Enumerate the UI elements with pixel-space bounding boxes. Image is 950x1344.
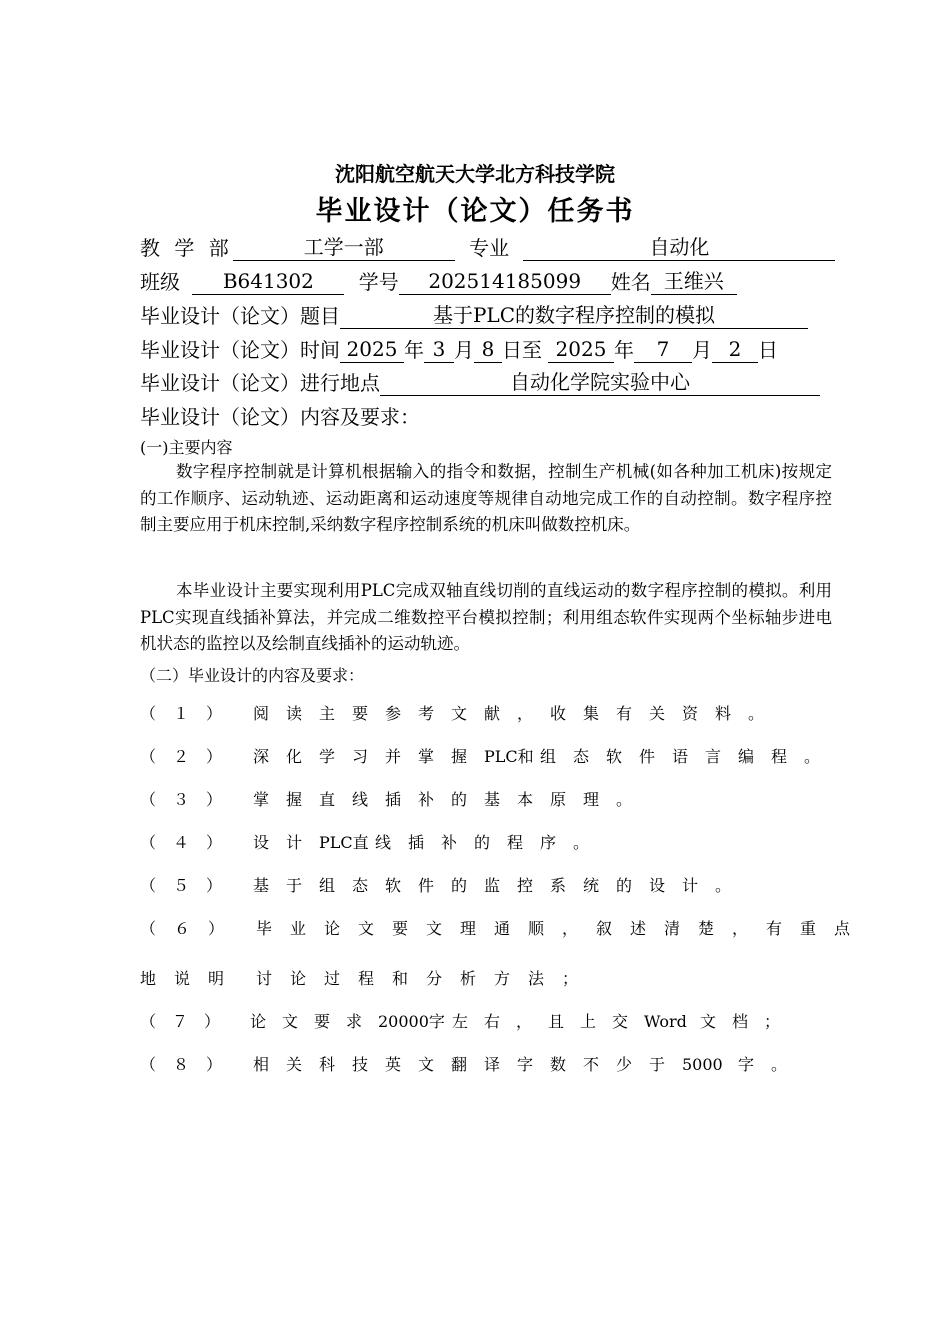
start-year: 2025 xyxy=(340,336,404,363)
requirement-token: 本 xyxy=(517,790,534,809)
requirement-token: 叙 xyxy=(596,919,613,938)
requirement-token: 考 xyxy=(418,704,435,723)
requirement-token: 左 xyxy=(452,1012,469,1031)
requirement-token: 系 xyxy=(550,876,567,895)
requirement-token: 5000 xyxy=(682,1055,723,1074)
requirement-token: ７ xyxy=(172,1012,189,1031)
requirement-token: （ xyxy=(140,790,157,809)
requirement-token: 文 xyxy=(426,919,443,938)
requirement-token: 计 xyxy=(682,876,699,895)
requirement-token: 态 xyxy=(573,747,590,766)
requirement-item xyxy=(140,968,596,990)
requirement-token: 于 xyxy=(286,876,303,895)
requirement-token: 论 xyxy=(290,969,307,988)
end-day-char: 日 xyxy=(758,338,778,362)
section1-paragraph-2: 本毕业设计主要实现利用PLC完成双轴直线切削的直线运动的数字程序控制的模拟。利用PLC实现直线插补算法，并完成二维数控平台模拟控制；利用组态软件实现两个坐标轴步进电机状态的监控以及绘制直线插补的运动轨迹。 xyxy=(140,581,832,653)
requirement-token: 。 xyxy=(748,704,765,723)
requirement-token: （ xyxy=(140,876,157,895)
requirement-token: ） xyxy=(206,833,223,852)
requirement-token: 件 xyxy=(639,747,656,766)
requirement-token: 方 xyxy=(494,969,511,988)
requirement-token: （ xyxy=(140,747,157,766)
requirement-token: ６ xyxy=(174,919,191,938)
requirement-token: 的 xyxy=(474,833,491,852)
requirement-item xyxy=(140,1011,796,1033)
requirement-token: 并 xyxy=(385,747,402,766)
requirement-token: 线 xyxy=(375,833,392,852)
place-label: 毕业设计（论文）进行地点 xyxy=(140,371,380,395)
requirement-token: ， xyxy=(562,919,579,938)
requirement-token: 地 xyxy=(140,969,157,988)
requirement-item xyxy=(140,918,868,940)
requirement-token: 过 xyxy=(324,969,341,988)
requirement-token: 关 xyxy=(286,1055,303,1074)
requirement-token: 理 xyxy=(583,790,600,809)
requirement-token: 掌 xyxy=(253,790,270,809)
requirement-token: ８ xyxy=(173,1055,190,1074)
requirement-token: 右 xyxy=(484,1012,501,1031)
document-title: 毕业设计（论文）任务书 xyxy=(315,196,635,227)
requirement-token: 习 xyxy=(352,747,369,766)
requirement-token: 插 xyxy=(385,790,402,809)
requirement-token: 交 xyxy=(612,1012,629,1031)
requirement-token: 统 xyxy=(583,876,600,895)
name-label: 姓名 xyxy=(610,270,651,294)
requirement-token: 程 xyxy=(771,747,788,766)
requirement-token: 基 xyxy=(484,790,501,809)
requirement-token: 掌 xyxy=(418,747,435,766)
requirement-token: 献 xyxy=(484,704,501,723)
requirement-token: 业 xyxy=(290,919,307,938)
requirement-token: 求 xyxy=(346,1012,363,1031)
requirement-token: 分 xyxy=(426,969,443,988)
requirement-token: ４ xyxy=(173,833,190,852)
requirement-token: 态 xyxy=(352,876,369,895)
class-id-name-row xyxy=(140,268,737,296)
requirement-token: （ xyxy=(140,919,157,938)
requirement-token: ２ xyxy=(173,747,190,766)
topic-label: 毕业设计（论文）题目 xyxy=(140,304,340,328)
requirement-token: 。 xyxy=(573,833,590,852)
time-label: 毕业设计（论文）时间 xyxy=(140,338,340,362)
requirement-token: 软 xyxy=(385,876,402,895)
requirement-token: 基 xyxy=(253,876,270,895)
requirement-token: 。 xyxy=(616,790,633,809)
requirement-token: 程 xyxy=(358,969,375,988)
requirement-token: 握 xyxy=(451,747,468,766)
requirement-token: 科 xyxy=(319,1055,336,1074)
requirement-token: 读 xyxy=(286,704,303,723)
requirement-item xyxy=(140,875,748,897)
requirement-token: 线 xyxy=(352,790,369,809)
requirement-token: ； xyxy=(562,969,579,988)
class-label: 班级 xyxy=(140,270,180,294)
requirement-token: 序 xyxy=(540,833,557,852)
requirement-token: 清 xyxy=(664,919,681,938)
requirement-token: 数 xyxy=(550,1055,567,1074)
requirement-token: 。 xyxy=(771,1055,788,1074)
requirement-token: 补 xyxy=(441,833,458,852)
section1-paragraph-1: 数字程序控制就是计算机根据输入的指令和数据，控制生产机械(如各种加工机床)按规定的工作顺序、运动轨迹、运动距离和运动速度等规律自动地完成工作的自动控制。数字程序控制主要应用于机床控制,采纳数字程序控制系统的机床叫做数控机床。 xyxy=(140,462,832,534)
requirement-token: 析 xyxy=(460,969,477,988)
start-year-char: 年 xyxy=(404,338,424,362)
requirement-token: １ xyxy=(173,704,190,723)
requirement-token: PLC直 xyxy=(319,833,369,852)
requirement-token: 翻 xyxy=(451,1055,468,1074)
requirement-token: 英 xyxy=(385,1055,402,1074)
requirement-token: 译 xyxy=(484,1055,501,1074)
major-value: 自动化 xyxy=(523,234,835,261)
section1-heading: (一)主要内容 xyxy=(140,438,233,457)
requirement-token: 文 xyxy=(700,1012,717,1031)
content-label: 毕业设计（论文）内容及要求： xyxy=(140,405,420,429)
requirement-token: 控 xyxy=(517,876,534,895)
requirement-token: 档 xyxy=(732,1012,749,1031)
requirement-token: 程 xyxy=(507,833,524,852)
requirement-token: ） xyxy=(206,1055,223,1074)
requirement-token: 字 xyxy=(738,1055,755,1074)
requirement-token: 说 xyxy=(174,969,191,988)
requirement-token: 明 xyxy=(208,969,225,988)
requirement-token: ） xyxy=(206,704,223,723)
dept-major-row xyxy=(140,234,835,262)
requirement-token: 学 xyxy=(319,747,336,766)
requirement-token: 通 xyxy=(494,919,511,938)
requirement-token: 插 xyxy=(408,833,425,852)
requirement-token: ） xyxy=(204,1012,221,1031)
requirement-token: 少 xyxy=(616,1055,633,1074)
requirement-token: 参 xyxy=(385,704,402,723)
student-no-label: 学号 xyxy=(358,270,399,294)
requirement-token: 上 xyxy=(580,1012,597,1031)
requirement-token: 且 xyxy=(548,1012,565,1031)
requirement-token: 组 xyxy=(540,747,557,766)
requirement-token: 的 xyxy=(616,876,633,895)
end-month: 7 xyxy=(634,336,692,363)
end-year-char: 年 xyxy=(614,338,634,362)
requirement-token: 的 xyxy=(451,876,468,895)
requirement-token: 相 xyxy=(253,1055,270,1074)
requirement-token: 技 xyxy=(352,1055,369,1074)
requirement-token: 20000字 xyxy=(378,1012,445,1031)
requirement-token: 重 xyxy=(800,919,817,938)
requirement-token: 关 xyxy=(649,704,666,723)
requirement-token: 化 xyxy=(286,747,303,766)
student-no-value: 202514185099 xyxy=(399,268,611,295)
requirement-token: 论 xyxy=(250,1012,267,1031)
requirement-token: ， xyxy=(516,1012,533,1031)
requirement-token: 文 xyxy=(358,919,375,938)
time-row xyxy=(140,336,778,364)
requirement-token: 软 xyxy=(606,747,623,766)
requirement-token: Word xyxy=(644,1012,687,1031)
requirement-token: 深 xyxy=(253,747,270,766)
requirement-item xyxy=(140,1054,804,1076)
start-month-char: 月 xyxy=(454,338,474,362)
requirement-token: 计 xyxy=(286,833,303,852)
requirement-token: 语 xyxy=(672,747,689,766)
dept-label: 教 学 部 xyxy=(140,236,233,260)
requirement-token: ） xyxy=(208,919,225,938)
requirement-token: 收 xyxy=(550,704,567,723)
name-value: 王维兴 xyxy=(651,268,737,295)
requirement-token: ， xyxy=(517,704,534,723)
dept-value: 工学一部 xyxy=(233,234,455,261)
requirement-token: 文 xyxy=(418,1055,435,1074)
requirement-token: 直 xyxy=(319,790,336,809)
requirement-token: 论 xyxy=(324,919,341,938)
section2-heading: （二）毕业设计的内容及要求： xyxy=(140,666,365,685)
requirement-token: 有 xyxy=(616,704,633,723)
requirement-token: 文 xyxy=(451,704,468,723)
requirement-item xyxy=(140,746,837,768)
requirement-token: 要 xyxy=(314,1012,331,1031)
requirement-token: 理 xyxy=(460,919,477,938)
requirement-token: （ xyxy=(140,1012,157,1031)
class-value: B641302 xyxy=(192,268,344,295)
end-month-char: 月 xyxy=(692,338,712,362)
requirement-token: 言 xyxy=(705,747,722,766)
requirement-item xyxy=(140,703,781,725)
requirement-token: 设 xyxy=(253,833,270,852)
requirement-token: ３ xyxy=(173,790,190,809)
school-name: 沈阳航空航天大学北方科技学院 xyxy=(335,162,615,186)
requirement-item xyxy=(140,789,649,811)
requirement-token: 毕 xyxy=(256,919,273,938)
requirement-token: ５ xyxy=(173,876,190,895)
requirement-token: 讨 xyxy=(256,969,273,988)
requirement-token: 。 xyxy=(715,876,732,895)
requirement-token: （ xyxy=(140,1055,157,1074)
end-day: 2 xyxy=(712,336,758,363)
start-month: 3 xyxy=(424,336,454,363)
requirement-token: PLC和 xyxy=(484,747,534,766)
topic-row xyxy=(140,302,808,330)
requirement-token: 的 xyxy=(451,790,468,809)
requirement-token: ； xyxy=(764,1012,781,1031)
requirement-token: （ xyxy=(140,704,157,723)
requirement-token: 和 xyxy=(392,969,409,988)
requirement-token: ） xyxy=(206,876,223,895)
requirement-token: 补 xyxy=(418,790,435,809)
requirement-item xyxy=(140,832,606,854)
requirement-token: （ xyxy=(140,833,157,852)
requirement-token: 法 xyxy=(528,969,545,988)
requirement-token: 字 xyxy=(517,1055,534,1074)
requirement-token: 要 xyxy=(352,704,369,723)
requirement-token: 设 xyxy=(649,876,666,895)
requirement-token: 顺 xyxy=(528,919,545,938)
requirement-token: 主 xyxy=(319,704,336,723)
requirement-token: 集 xyxy=(583,704,600,723)
requirement-token: 编 xyxy=(738,747,755,766)
requirement-token: 述 xyxy=(630,919,647,938)
place-row xyxy=(140,369,820,397)
requirement-token: ， xyxy=(732,919,749,938)
day-to: 日至 xyxy=(502,338,542,362)
requirement-token: 于 xyxy=(649,1055,666,1074)
requirement-token: 原 xyxy=(550,790,567,809)
requirement-token: ） xyxy=(206,790,223,809)
requirement-token: 不 xyxy=(583,1055,600,1074)
requirement-token: 阅 xyxy=(253,704,270,723)
requirement-token: 楚 xyxy=(698,919,715,938)
requirement-token: 。 xyxy=(804,747,821,766)
requirement-token: 握 xyxy=(286,790,303,809)
requirement-token: 要 xyxy=(392,919,409,938)
requirement-token: 组 xyxy=(319,876,336,895)
requirement-token: 件 xyxy=(418,876,435,895)
start-day: 8 xyxy=(474,336,502,363)
major-label: 专业 xyxy=(469,236,510,260)
place-value: 自动化学院实验中心 xyxy=(380,369,820,396)
requirement-token: 有 xyxy=(766,919,783,938)
end-year: 2025 xyxy=(548,336,614,363)
topic-value: 基于PLC的数字程序控制的模拟 xyxy=(340,302,808,329)
requirement-token: 资 xyxy=(682,704,699,723)
requirement-token: ） xyxy=(206,747,223,766)
requirement-token: 文 xyxy=(282,1012,299,1031)
requirement-token: 料 xyxy=(715,704,732,723)
requirement-token: 监 xyxy=(484,876,501,895)
requirement-token: 点 xyxy=(834,919,851,938)
